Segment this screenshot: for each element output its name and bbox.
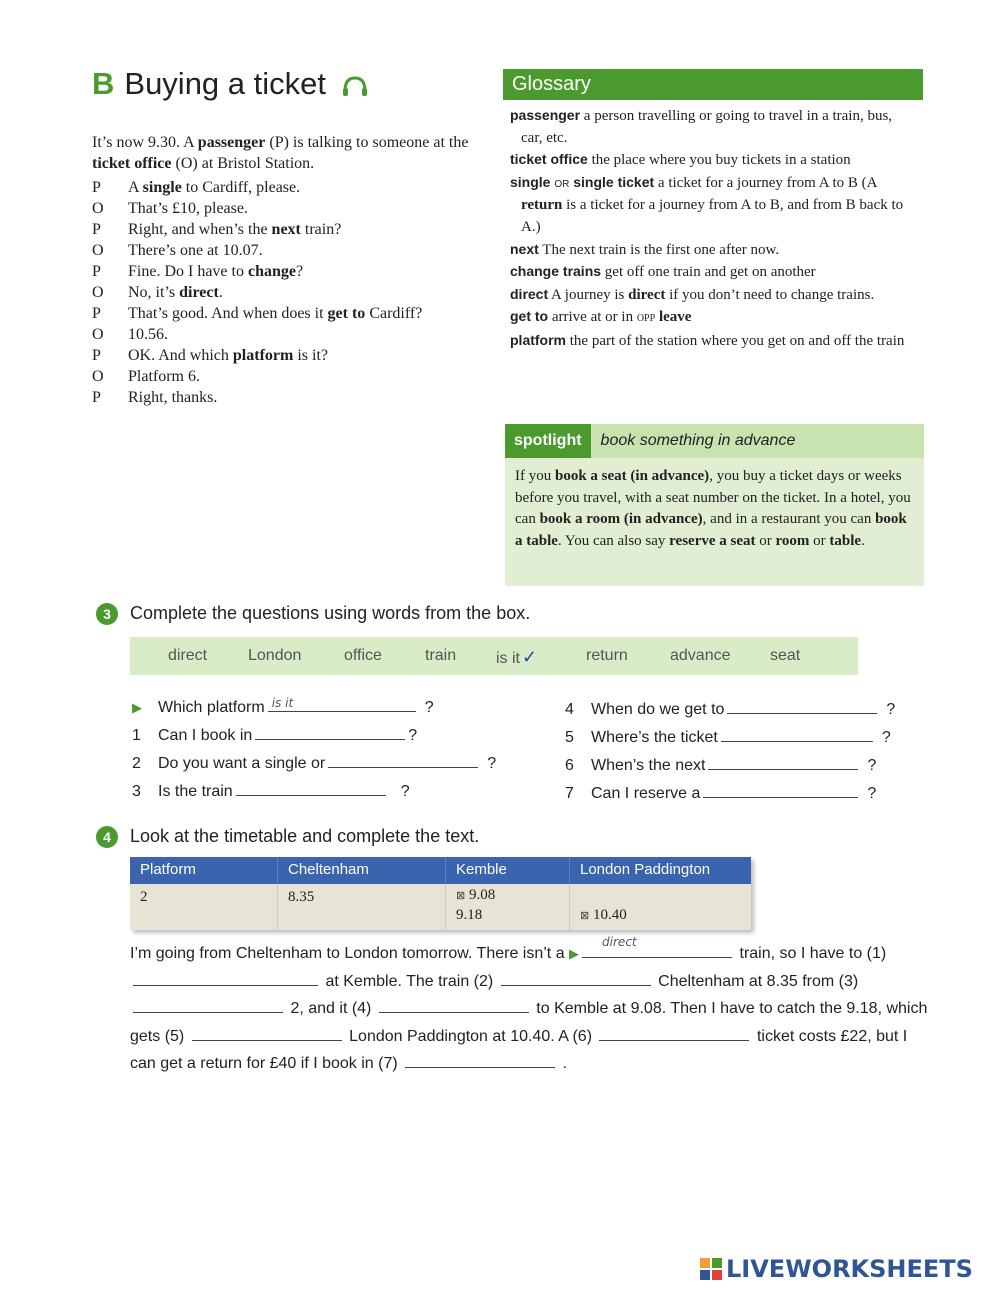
dialogue-line bbox=[92, 366, 492, 387]
speaker: P bbox=[92, 347, 101, 364]
glossary-entry bbox=[510, 284, 912, 307]
glossary-term: platform bbox=[510, 331, 566, 348]
text-part-5: 2, and it (4) bbox=[290, 1000, 372, 1017]
dialogue-line bbox=[92, 282, 492, 303]
handwritten-answer: direct bbox=[602, 934, 637, 949]
question-text: Can I book in bbox=[158, 727, 253, 744]
exercise-3-number: 3 bbox=[96, 603, 118, 625]
dialogue-text: A single to Cardiff, please. bbox=[128, 179, 301, 196]
question-end: ? bbox=[886, 701, 896, 718]
word-london[interactable]: London bbox=[248, 647, 302, 664]
answer-blank-4[interactable] bbox=[379, 998, 529, 1013]
glossary-definition: arrive at or in OPP leave bbox=[548, 309, 692, 326]
glossary-definition: a person travelling or going to travel in a train, bus, car, etc. bbox=[521, 108, 893, 146]
question-4 bbox=[565, 699, 895, 719]
answer-blank-7[interactable] bbox=[703, 783, 858, 798]
dialogue-text: There’s one at 10.07. bbox=[128, 242, 263, 259]
spotlight-title: book something in advance bbox=[600, 432, 796, 449]
question-7 bbox=[565, 783, 876, 803]
text-part-9: . bbox=[562, 1055, 568, 1072]
exercise-3-instruction: Complete the questions using words from the box. bbox=[130, 603, 531, 623]
timetable-row bbox=[130, 884, 751, 930]
answer-blank-5[interactable] bbox=[721, 727, 873, 742]
dialogue-text: Right, and when’s the next train? bbox=[128, 221, 342, 238]
glossary-definition: the place where you buy tickets in a station bbox=[587, 152, 851, 169]
glossary-definition: get off one train and get on another bbox=[601, 264, 816, 281]
glossary-term: change trains bbox=[510, 263, 602, 280]
question-number: 7 bbox=[565, 785, 574, 802]
platform-value: 2 bbox=[140, 889, 148, 905]
glossary-definition: A journey is direct if you don’t need to change trains. bbox=[548, 286, 875, 303]
dialogue-text: 10.56. bbox=[128, 326, 168, 343]
answer-blank-2[interactable] bbox=[501, 971, 651, 986]
glossary-entry bbox=[510, 330, 912, 353]
glossary-term: get to bbox=[510, 308, 549, 325]
speaker: P bbox=[92, 263, 101, 280]
word-advance[interactable]: advance bbox=[670, 647, 731, 664]
word-return[interactable]: return bbox=[586, 647, 628, 664]
speaker: O bbox=[92, 242, 104, 259]
answer-blank-6[interactable] bbox=[599, 1026, 749, 1041]
cell-london bbox=[570, 884, 751, 930]
question-number: 6 bbox=[565, 757, 574, 774]
glossary-definition: the part of the station where you get on and off the train bbox=[566, 332, 905, 349]
word-office[interactable]: office bbox=[344, 647, 382, 664]
word-is-it-text: is it bbox=[496, 650, 520, 667]
header-kemble: Kemble bbox=[446, 857, 570, 884]
text-part-3: at Kemble. The train (2) bbox=[325, 972, 494, 990]
question-example bbox=[132, 697, 434, 717]
question-number: 5 bbox=[565, 729, 574, 746]
dialogue-text: Right, thanks. bbox=[128, 389, 218, 406]
answer-blank-example bbox=[582, 934, 732, 958]
answer-blank-example bbox=[268, 697, 416, 712]
speaker: P bbox=[92, 179, 101, 196]
answer-blank-1[interactable] bbox=[133, 971, 318, 986]
change-box-icon: ⊠ bbox=[456, 890, 466, 902]
question-text: When do we get to bbox=[591, 701, 725, 718]
question-text: Which platform bbox=[158, 699, 265, 716]
text-part-4: Cheltenham at 8.35 from (3) bbox=[658, 972, 859, 990]
speaker: P bbox=[92, 305, 101, 322]
glossary-entry bbox=[510, 239, 912, 262]
question-number: 2 bbox=[132, 755, 141, 772]
logo-text: LIVEWORKSHEETS bbox=[726, 1255, 973, 1283]
liveworksheets-logo bbox=[700, 1255, 973, 1283]
spotlight-body: If you book a seat (in advance), you buy a ticket days or weeks before you travel, with a seat number on the ticket. In a hotel, you can book a room (in advance), and in a restaurant you can book a table. You can also say reserve a seat or room or table. bbox=[515, 468, 911, 549]
speaker: P bbox=[92, 221, 101, 238]
question-text: Do you want a single or bbox=[158, 755, 326, 772]
word-train[interactable]: train bbox=[425, 647, 457, 664]
completion-text bbox=[130, 934, 930, 1078]
question-end: ? bbox=[408, 727, 418, 744]
answer-blank-2[interactable] bbox=[328, 753, 478, 768]
glossary-definition: a ticket for a journey from A to B (A return is a ticket for a journey from A to B, and from B back to A.) bbox=[521, 174, 904, 235]
dialogue-text: OK. And which platform is it? bbox=[128, 347, 328, 364]
glossary-term: direct bbox=[510, 285, 549, 302]
question-end: ? bbox=[400, 783, 410, 800]
question-end: ? bbox=[867, 757, 877, 774]
word-is-it[interactable] bbox=[496, 647, 537, 668]
question-text: Is the train bbox=[158, 783, 233, 800]
dialogue-text: No, it’s direct. bbox=[128, 284, 223, 301]
dialogue-line bbox=[92, 324, 492, 345]
question-text: Can I reserve a bbox=[591, 785, 701, 802]
word-box bbox=[130, 637, 858, 675]
cell-platform bbox=[130, 884, 278, 930]
london-arrive: 10.40 bbox=[592, 907, 627, 923]
spotlight-label: spotlight bbox=[505, 424, 591, 458]
text-part-7: London Paddington at 10.40. A (6) bbox=[349, 1027, 593, 1045]
question-6 bbox=[565, 755, 876, 775]
exercise-4-instruction: Look at the timetable and complete the text. bbox=[130, 826, 480, 846]
timetable bbox=[130, 857, 751, 930]
glossary-term: next bbox=[510, 240, 539, 257]
glossary-definition: The next train is the first one after now. bbox=[538, 241, 780, 258]
glossary-entry bbox=[510, 172, 912, 239]
question-end: ? bbox=[424, 699, 434, 716]
question-end: ? bbox=[867, 785, 877, 802]
section-letter: B bbox=[92, 66, 115, 101]
word-direct[interactable]: direct bbox=[168, 647, 208, 664]
dialogue-text: Fine. Do I have to change? bbox=[128, 263, 304, 280]
glossary-term: single OR single ticket bbox=[510, 173, 655, 190]
question-end: ? bbox=[881, 729, 891, 746]
cheltenham-value: 8.35 bbox=[288, 889, 315, 905]
dialogue-line bbox=[92, 240, 492, 261]
answer-blank-4[interactable] bbox=[727, 699, 877, 714]
question-number: 3 bbox=[132, 783, 141, 800]
glossary-list bbox=[510, 105, 912, 353]
answer-blank-7[interactable] bbox=[405, 1053, 555, 1068]
dialogue-text: That’s £10, please. bbox=[128, 200, 248, 217]
dialogue-line bbox=[92, 303, 492, 324]
glossary-entry bbox=[510, 149, 912, 172]
headphones-icon[interactable] bbox=[341, 75, 369, 97]
cell-cheltenham bbox=[278, 884, 446, 930]
glossary-entry bbox=[510, 306, 912, 330]
header-cheltenham: Cheltenham bbox=[278, 857, 446, 884]
question-number: 1 bbox=[132, 727, 141, 744]
dialogue-line bbox=[92, 261, 492, 282]
question-text: Where’s the ticket bbox=[591, 729, 718, 746]
question-3 bbox=[132, 781, 410, 801]
speaker: O bbox=[92, 284, 104, 301]
logo-mark-icon bbox=[700, 1258, 722, 1280]
answer-blank-3[interactable] bbox=[236, 781, 386, 796]
question-end: ? bbox=[487, 755, 497, 772]
section-title bbox=[92, 66, 369, 102]
dialogue-text: Platform 6. bbox=[128, 368, 200, 385]
check-mark-icon: ✓ bbox=[522, 647, 538, 667]
change-box-icon: ⊠ bbox=[580, 910, 590, 922]
text-part-6: to Kemble at 9.08. Then I have to catch the 9.18, which gets (5) bbox=[130, 1000, 928, 1045]
question-number: 4 bbox=[565, 701, 574, 718]
question-text: When’s the next bbox=[591, 757, 706, 774]
header-london: London Paddington bbox=[580, 861, 711, 878]
example-arrow-icon: ▶ bbox=[132, 700, 142, 715]
dialogue-line bbox=[92, 345, 492, 366]
example-arrow-icon: ▶ bbox=[569, 946, 580, 961]
dialogue-line bbox=[92, 219, 492, 240]
dialogue-text: That’s good. And when does it get to Cardiff? bbox=[128, 305, 423, 322]
dialogue-line bbox=[92, 387, 492, 408]
section-title-text: Buying a ticket bbox=[124, 66, 326, 101]
glossary-entry bbox=[510, 105, 912, 149]
glossary-term: ticket office bbox=[510, 151, 588, 168]
answer-blank-3[interactable] bbox=[133, 998, 283, 1013]
speaker: O bbox=[92, 326, 104, 343]
dialogue bbox=[92, 177, 492, 408]
text-part-8: ticket costs £22, but I can get a return for £40 if I book in (7) bbox=[130, 1027, 908, 1072]
text-part-2: train, so I have to (1) bbox=[739, 945, 887, 962]
intro-text: It’s now 9.30. A passenger (P) is talking to someone at the ticket office (O) at Bristol Station. bbox=[92, 134, 469, 172]
speaker: O bbox=[92, 368, 104, 385]
timetable-header bbox=[130, 857, 751, 884]
answer-blank-1[interactable] bbox=[255, 725, 405, 740]
spotlight-box bbox=[505, 424, 924, 586]
spotlight-header bbox=[505, 424, 924, 458]
speaker: O bbox=[92, 200, 104, 217]
answer-blank-5[interactable] bbox=[192, 1026, 342, 1041]
question-2 bbox=[132, 753, 496, 773]
cell-kemble bbox=[446, 884, 570, 930]
glossary-entry bbox=[510, 261, 912, 284]
handwritten-answer: is it bbox=[271, 696, 294, 710]
glossary-term: passenger bbox=[510, 107, 581, 123]
glossary-header: Glossary bbox=[503, 69, 923, 100]
kemble-depart: 9.18 bbox=[456, 907, 483, 923]
kemble-arrive: 9.08 bbox=[468, 887, 496, 903]
question-1 bbox=[132, 725, 417, 745]
speaker: P bbox=[92, 389, 101, 406]
word-seat[interactable]: seat bbox=[770, 647, 801, 664]
header-platform: Platform bbox=[130, 857, 278, 884]
dialogue-line bbox=[92, 198, 492, 219]
dialogue-line bbox=[92, 177, 492, 198]
question-5 bbox=[565, 727, 891, 747]
answer-blank-6[interactable] bbox=[708, 755, 858, 770]
text-part-1: I’m going from Cheltenham to London tomorrow. There isn’t a bbox=[130, 945, 565, 962]
exercise-4-number: 4 bbox=[96, 826, 118, 848]
